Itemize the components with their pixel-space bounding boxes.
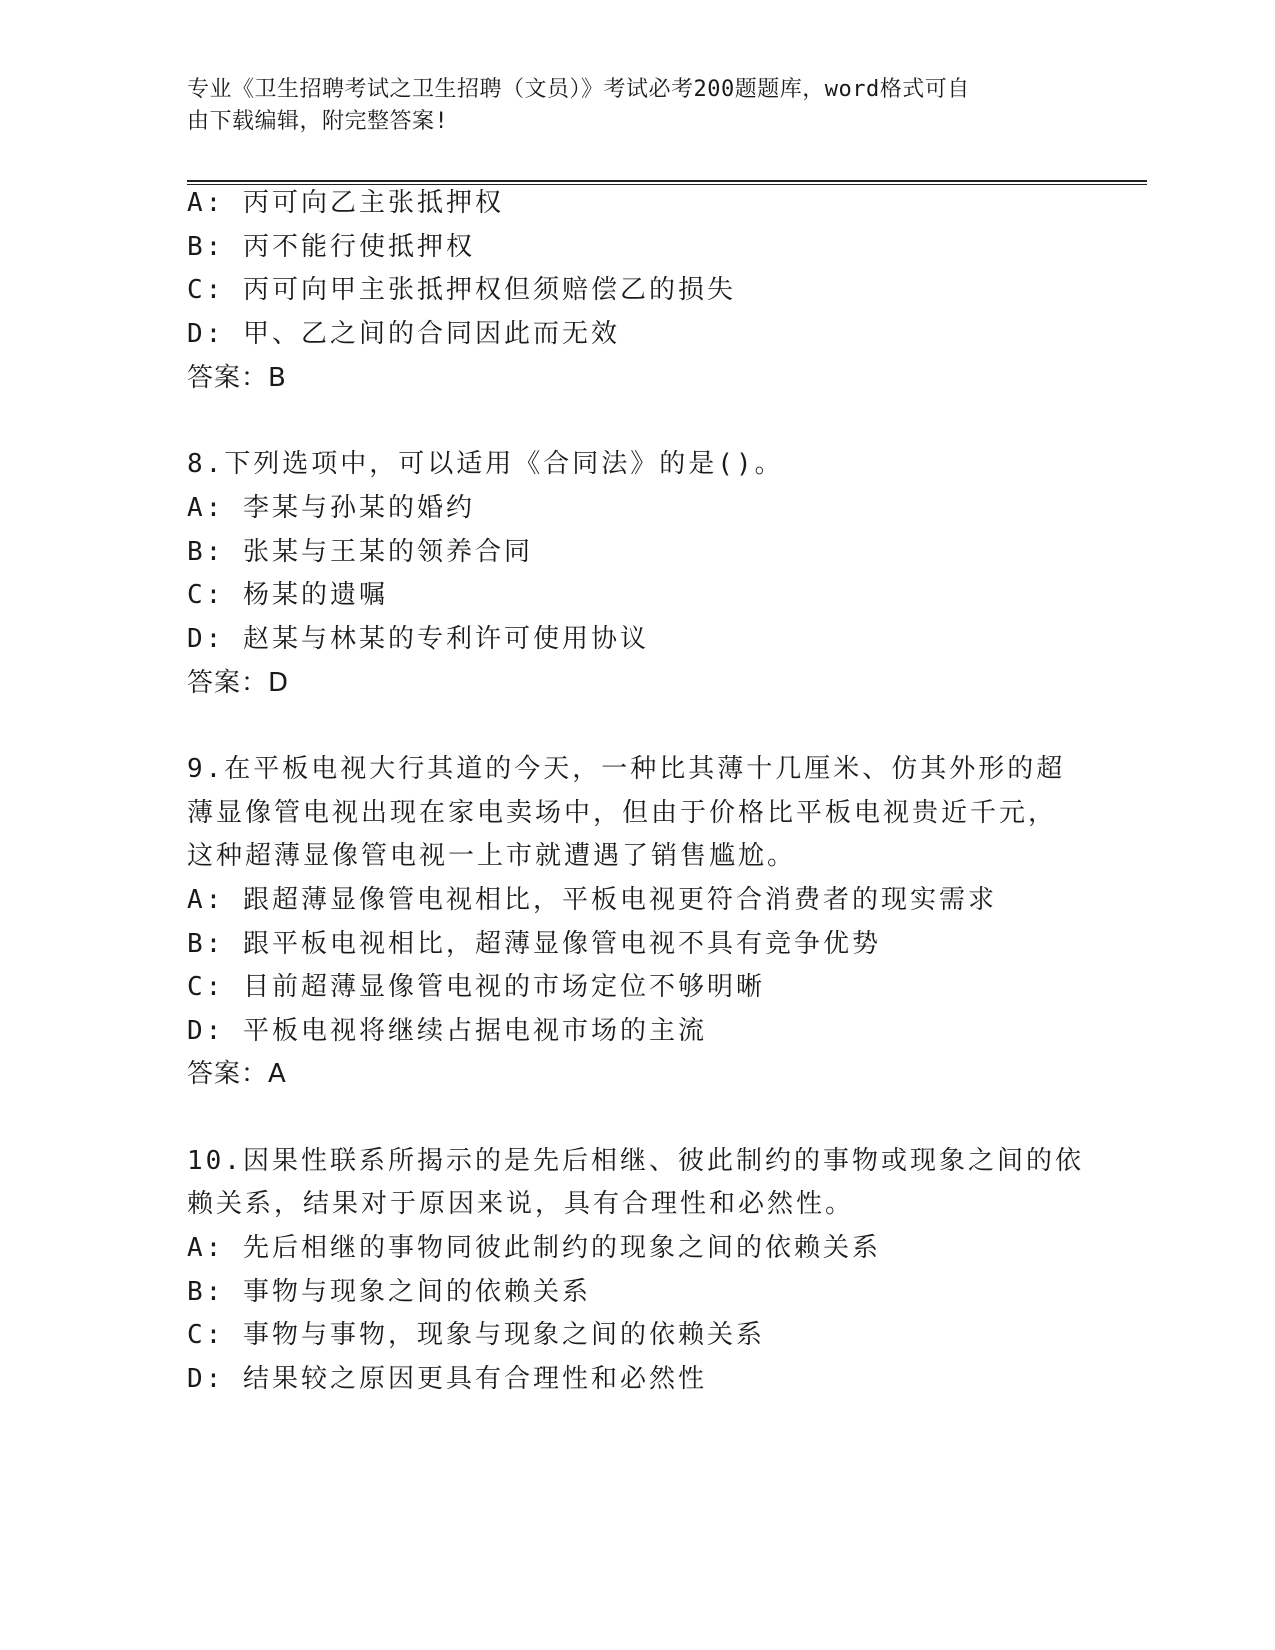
- q7-option-a: A: 丙可向乙主张抵押权: [187, 188, 504, 218]
- header-divider: [187, 180, 1147, 185]
- q10-option-d: D: 结果较之原因更具有合理性和必然性: [187, 1364, 707, 1394]
- q7-option-b: B: 丙不能行使抵押权: [187, 232, 475, 262]
- q8-option-b: B: 张某与王某的领养合同: [187, 537, 533, 567]
- q10-option-b: B: 事物与现象之间的依赖关系: [187, 1277, 591, 1307]
- q7-option-c: C: 丙可向甲主张抵押权但须赔偿乙的损失: [187, 275, 736, 305]
- q8-answer: 答案：D: [187, 668, 290, 698]
- q10-option-a: A: 先后相继的事物同彼此制约的现象之间的依赖关系: [187, 1233, 881, 1263]
- q7-option-d: D: 甲、乙之间的合同因此而无效: [187, 319, 620, 349]
- q9-option-c: C: 目前超薄显像管电视的市场定位不够明晰: [187, 972, 765, 1002]
- document-page: [187, 0, 1147, 1650]
- q8-stem: 8.下列选项中，可以适用《合同法》的是()。: [187, 449, 784, 479]
- q10-stem-line-1: 10.因果性联系所揭示的是先后相继、彼此制约的事物或现象之间的依: [187, 1146, 1084, 1176]
- q10-option-c: C: 事物与事物，现象与现象之间的依赖关系: [187, 1320, 765, 1350]
- q8-option-c: C: 杨某的遗嘱: [187, 580, 388, 610]
- header-line-1: 专业《卫生招聘考试之卫生招聘（文员）》考试必考200题题库，word格式可自: [187, 77, 970, 102]
- q8-option-d: D: 赵某与林某的专利许可使用协议: [187, 624, 649, 654]
- q9-stem-line-2: 薄显像管电视出现在家电卖场中，但由于价格比平板电视贵近千元，: [187, 798, 1058, 828]
- q8-option-a: A: 李某与孙某的婚约: [187, 493, 475, 523]
- q9-option-d: D: 平板电视将继续占据电视市场的主流: [187, 1016, 707, 1046]
- q9-stem-line-1: 9.在平板电视大行其道的今天，一种比其薄十几厘米、仿其外形的超: [187, 754, 1066, 784]
- header-line-2: 由下载编辑，附完整答案!: [187, 109, 449, 134]
- document-header: [187, 74, 1067, 138]
- q9-option-b: B: 跟平板电视相比，超薄显像管电视不具有竞争优势: [187, 929, 881, 959]
- q9-option-a: A: 跟超薄显像管电视相比，平板电视更符合消费者的现实需求: [187, 885, 997, 915]
- q9-stem-line-3: 这种超薄显像管电视一上市就遭遇了销售尴尬。: [187, 841, 797, 871]
- q10-stem-line-2: 赖关系，结果对于原因来说，具有合理性和必然性。: [187, 1189, 855, 1219]
- q9-answer: 答案：A: [187, 1059, 287, 1089]
- q7-answer: 答案：B: [187, 363, 287, 393]
